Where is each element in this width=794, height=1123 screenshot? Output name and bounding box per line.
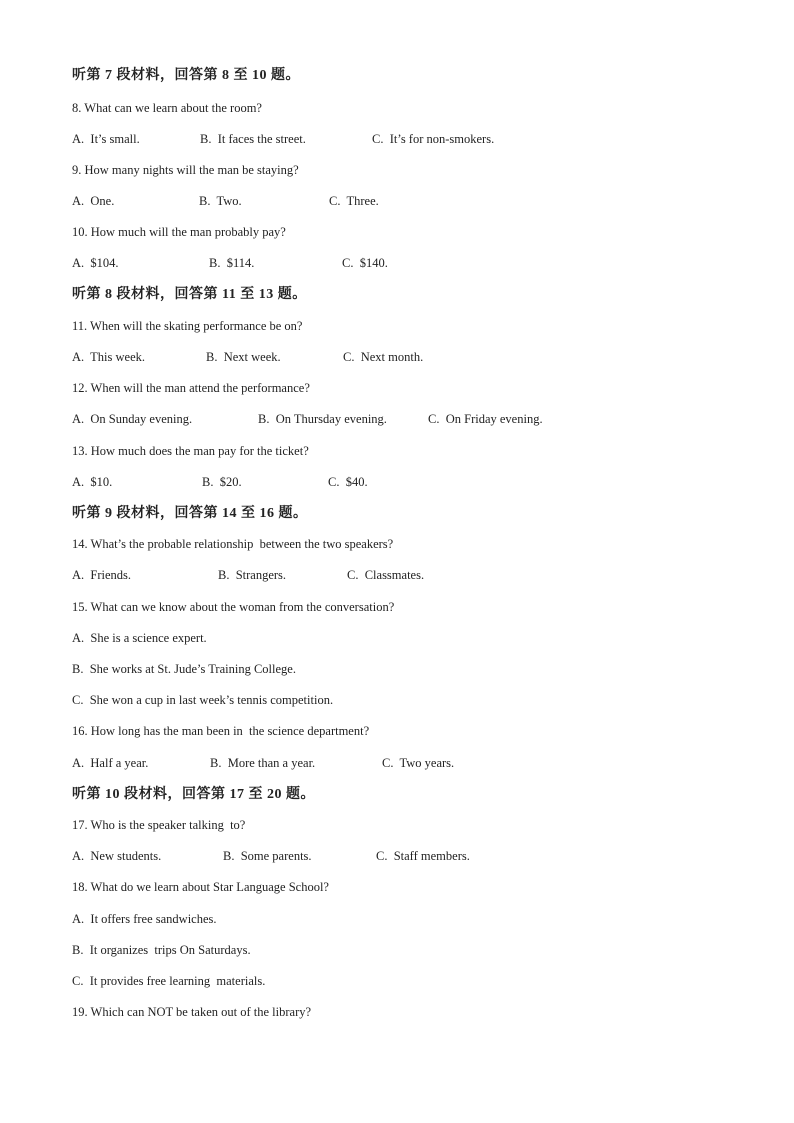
option-c: C. $140. — [342, 256, 388, 270]
section-heading: 听第 7 段材料，回答第 8 至 10 题。 — [72, 68, 300, 83]
question-10: 10. How much will the man probably pay? — [72, 225, 286, 239]
option-a: A. She is a science expert. — [72, 631, 207, 645]
option-b: B. It organizes trips On Saturdays. — [72, 943, 251, 957]
option-b: B. Two. — [199, 194, 242, 208]
question-11: 11. When will the skating performance be on? — [72, 319, 303, 333]
option-c: C. Staff members. — [376, 849, 470, 863]
option-b: B. On Thursday evening. — [258, 412, 387, 426]
option-a: A. It’s small. — [72, 132, 140, 146]
question-17: 17. Who is the speaker talking to? — [72, 818, 246, 832]
question-13: 13. How much does the man pay for the ticket? — [72, 444, 309, 458]
option-c: C. Three. — [329, 194, 379, 208]
option-b: B. $114. — [209, 256, 255, 270]
option-b: B. She works at St. Jude’s Training College. — [72, 662, 296, 676]
option-b: B. Next week. — [206, 350, 281, 364]
option-a: A. $104. — [72, 256, 119, 270]
section-heading: 听第 10 段材料，回答第 17 至 20 题。 — [72, 787, 315, 802]
question-14: 14. What’s the probable relationship between the two speakers? — [72, 537, 394, 551]
option-a: A. One. — [72, 194, 115, 208]
option-a: A. It offers free sandwiches. — [72, 912, 217, 926]
option-a: A. Friends. — [72, 568, 132, 582]
option-c: C. She won a cup in last week’s tennis competition. — [72, 693, 334, 707]
option-a: A. $10. — [72, 475, 113, 489]
question-8: 8. What can we learn about the room? — [72, 101, 262, 115]
option-c: C. Two years. — [382, 756, 455, 770]
question-12: 12. When will the man attend the performance? — [72, 381, 310, 395]
option-a: A. New students. — [72, 849, 162, 863]
option-b: B. More than a year. — [210, 756, 316, 770]
option-c: C. $40. — [328, 475, 368, 489]
option-b: B. Strangers. — [218, 568, 287, 582]
option-b: B. $20. — [202, 475, 242, 489]
option-c: C. Next month. — [343, 350, 424, 364]
section-heading: 听第 9 段材料，回答第 14 至 16 题。 — [72, 506, 308, 521]
option-a: A. Half a year. — [72, 756, 149, 770]
option-a: A. This week. — [72, 350, 146, 364]
option-b: B. Some parents. — [223, 849, 312, 863]
question-18: 18. What do we learn about Star Language School? — [72, 880, 329, 894]
section-heading: 听第 8 段材料，回答第 11 至 13 题。 — [72, 287, 307, 302]
question-15: 15. What can we know about the woman from the conversation? — [72, 600, 395, 614]
option-c: C. It’s for non-smokers. — [372, 132, 495, 146]
question-16: 16. How long has the man been in the science department? — [72, 724, 370, 738]
question-9: 9. How many nights will the man be staying? — [72, 163, 299, 177]
option-c: C. It provides free learning materials. — [72, 974, 266, 988]
option-c: C. Classmates. — [347, 568, 425, 582]
option-a: A. On Sunday evening. — [72, 412, 193, 426]
option-b: B. It faces the street. — [200, 132, 306, 146]
question-19: 19. Which can NOT be taken out of the library? — [72, 1005, 312, 1019]
option-c: C. On Friday evening. — [428, 412, 543, 426]
